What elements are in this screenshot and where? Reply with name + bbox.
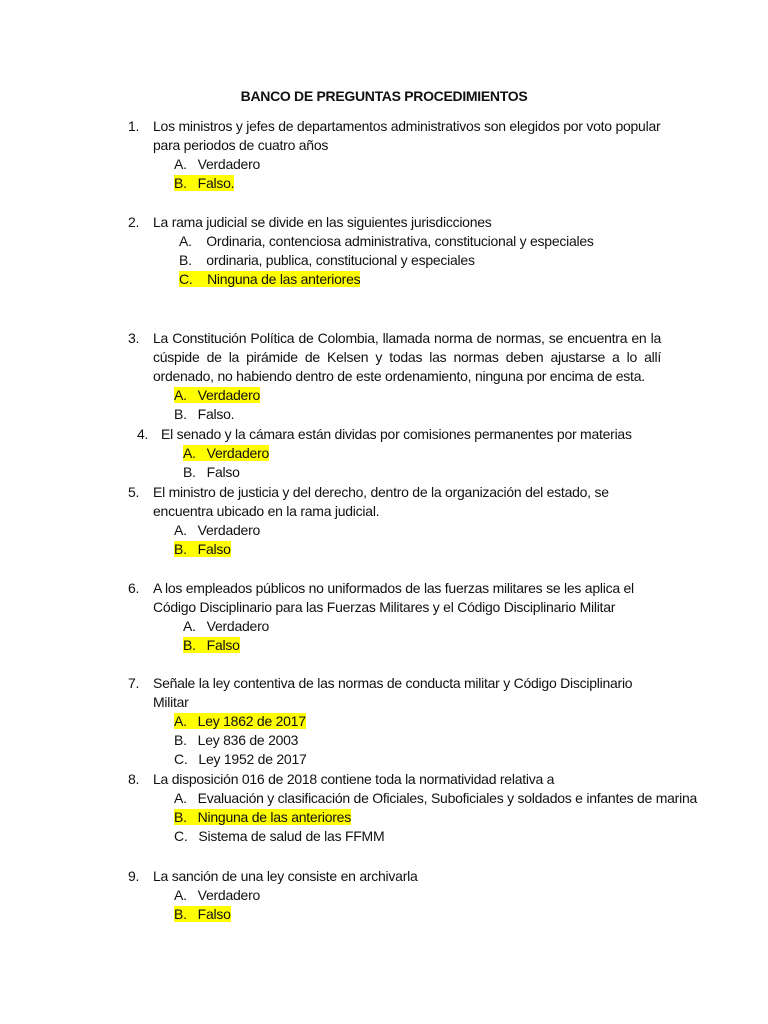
question-text: Los ministros y jefes de departamentos administrativos son elegidos por voto popular para periodos de cuatro años: [153, 118, 661, 153]
option-label: A. Verdadero: [174, 522, 261, 538]
option-list: [128, 155, 661, 193]
option-label: C. Ley 1952 de 2017: [174, 751, 307, 767]
option-label: A. Ley 1862 de 2017: [174, 713, 306, 729]
option-a: [174, 886, 661, 905]
option-a: [179, 232, 661, 251]
option-b: [183, 463, 670, 482]
option-label: A. Verdadero: [174, 156, 261, 172]
question-2: [128, 213, 661, 289]
option-list: [137, 444, 670, 482]
question-1: [128, 117, 661, 193]
option-list: [128, 521, 661, 559]
page-title: BANCO DE PREGUNTAS PROCEDIMIENTOS: [240, 88, 528, 104]
question-3: [128, 329, 661, 424]
question-text: El senado y la cámara están dividas por comisiones permanentes por materias: [161, 426, 632, 442]
question-5: [128, 483, 661, 559]
question-number: 3.: [128, 330, 140, 346]
option-b: [174, 905, 661, 924]
option-label: B. Falso: [183, 637, 240, 653]
question-text: La rama judicial se divide en las siguientes jurisdicciones: [153, 214, 492, 230]
option-a: [174, 789, 698, 808]
option-b: [174, 405, 661, 424]
option-list: [128, 712, 661, 769]
option-label: B. ordinaria, publica, constitucional y especiales: [179, 252, 475, 268]
question-text: La disposición 016 de 2018 contiene toda la normatividad relativa a: [153, 771, 555, 787]
option-a: [183, 444, 670, 463]
question-text: El ministro de justicia y del derecho, dentro de la organización del estado, se encuentra ubicado en la rama judicial.: [153, 484, 609, 519]
option-b: [174, 731, 661, 750]
option-label: B. Falso: [174, 906, 231, 922]
option-b: [174, 808, 661, 827]
question-9: [128, 867, 661, 924]
option-c: [174, 750, 661, 769]
question-7: [128, 674, 661, 769]
question-number: 5.: [128, 484, 140, 500]
question-number: 6.: [128, 580, 140, 596]
option-label: A. Verdadero: [183, 445, 270, 461]
option-label: B. Falso: [174, 541, 231, 557]
question-number: 4.: [137, 426, 149, 442]
question-number: 2.: [128, 214, 140, 230]
question-number: 9.: [128, 868, 140, 884]
option-label: A. Verdadero: [174, 887, 261, 903]
option-label: B. Falso.: [174, 406, 235, 422]
question-text: La Constitución Política de Colombia, llamada norma de normas, se encuentra en la cúspide de la pirámide de Kelsen y todas las normas deben ajustarse a lo allí ordenado, no habiendo dentro de este ordenamiento, ninguna por encima de esta.: [153, 330, 661, 384]
question-text: Señale la ley contentiva de las normas de conducta militar y Código Disciplinario Militar: [153, 675, 633, 710]
question-number: 1.: [128, 118, 140, 134]
option-c: [174, 827, 661, 846]
option-b: [179, 251, 661, 270]
option-b: [183, 636, 661, 655]
question-8: [128, 770, 698, 846]
option-label: A. Verdadero: [183, 618, 270, 634]
option-a: [183, 617, 661, 636]
option-label: B. Falso: [183, 464, 240, 480]
option-label: C. Ninguna de las anteriores: [179, 271, 361, 287]
question-6: [128, 579, 661, 655]
question-4: [137, 425, 670, 482]
question-number: 8.: [128, 771, 140, 787]
option-list: [128, 386, 661, 424]
option-label: A. Verdadero: [174, 387, 261, 403]
option-b: [174, 540, 661, 559]
option-a: [174, 155, 661, 174]
option-label: B. Falso.: [174, 175, 235, 191]
option-label: A. Ordinaria, contenciosa administrativa, constitucional y especiales: [179, 233, 594, 249]
option-list: [128, 617, 661, 655]
option-a: [174, 521, 661, 540]
option-label: B. Ley 836 de 2003: [174, 732, 299, 748]
option-list: [128, 886, 661, 924]
question-text: A los empleados públicos no uniformados de las fuerzas militares se les aplica el Código Disciplinario para las Fuerzas Militares y el Código Disciplinario Militar: [153, 580, 634, 615]
option-c: [179, 270, 661, 289]
question-number: 7.: [128, 675, 140, 691]
option-list: [128, 789, 698, 846]
option-label: C. Sistema de salud de las FFMM: [174, 828, 385, 844]
question-text: La sanción de una ley consiste en archivarla: [153, 868, 418, 884]
option-label: A. Evaluación y clasificación de Oficiales, Suboficiales y soldados e infantes de marina: [174, 790, 698, 806]
option-list: [128, 232, 661, 289]
option-a: [174, 386, 661, 405]
option-b: [174, 174, 661, 193]
option-label: B. Ninguna de las anteriores: [174, 809, 351, 825]
option-a: [174, 712, 661, 731]
